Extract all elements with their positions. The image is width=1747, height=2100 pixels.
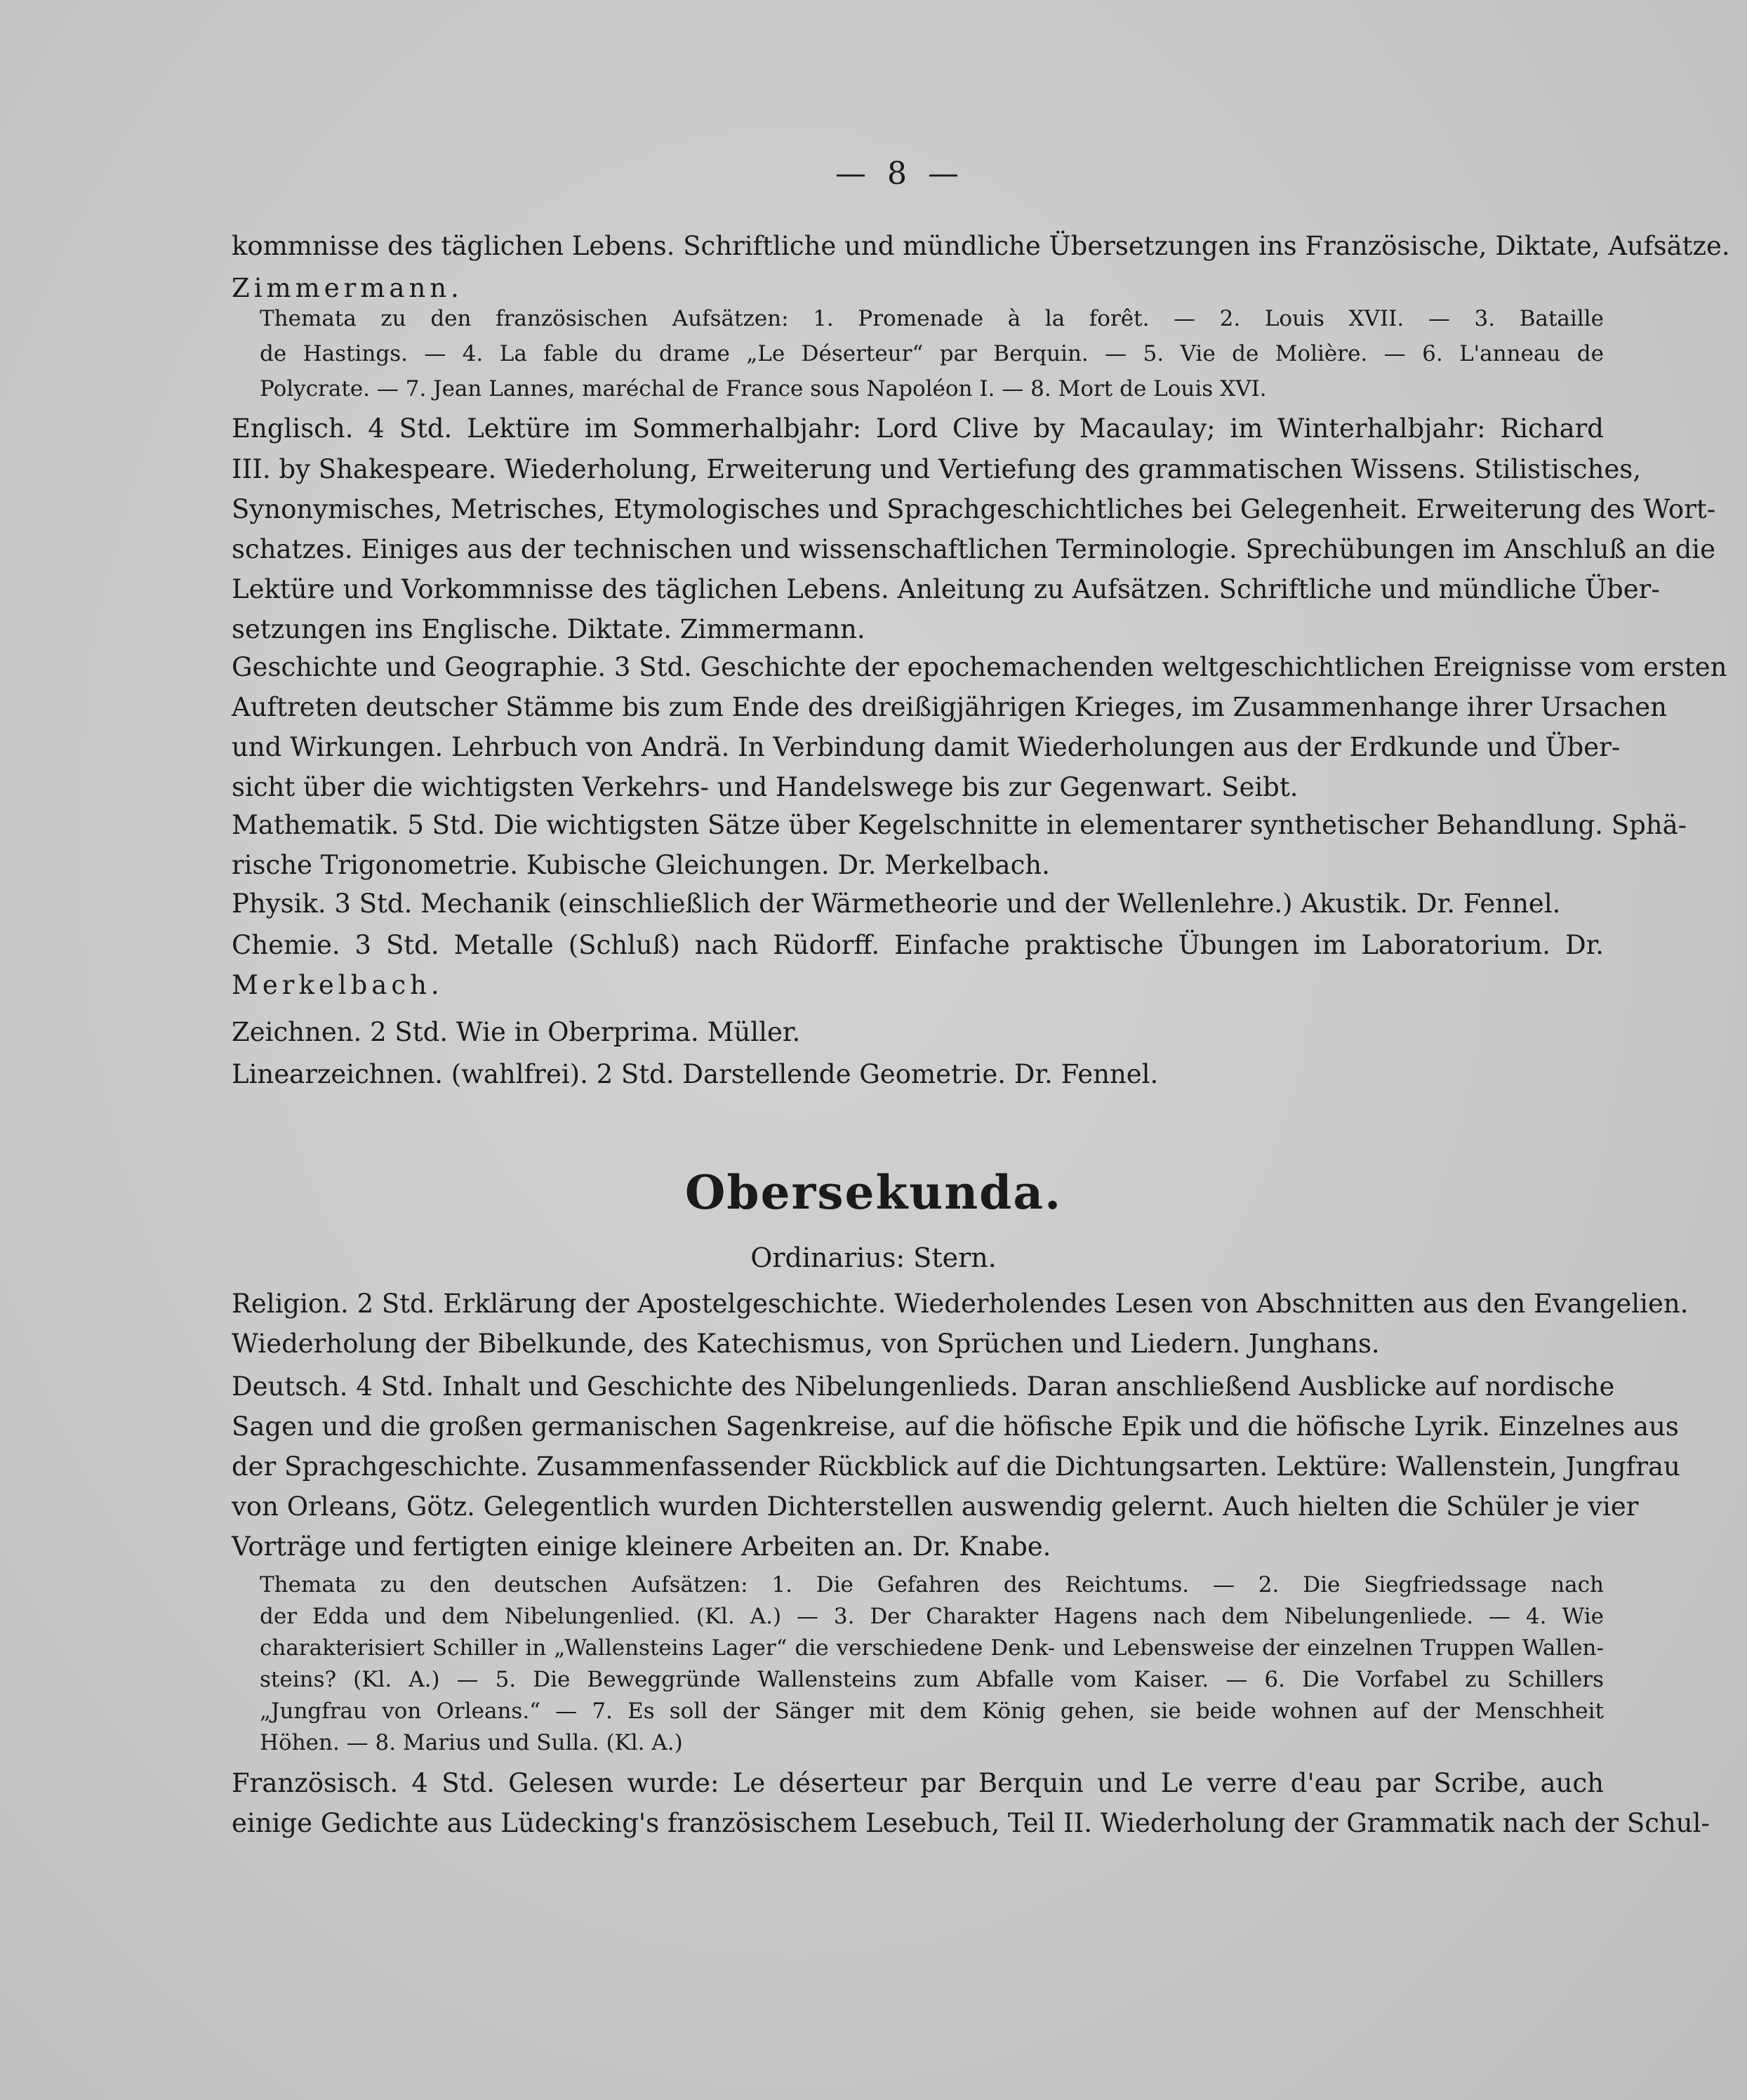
themata-de-line: charakterisiert Schiller in „Wallensteins Lager“ die verschiedene Denk- und Lebensweise der einzelnen Truppen Wallen- xyxy=(260,1635,1604,1661)
deutsch-line: Sagen und die großen germanischen Sagenkreise, auf die höfische Epik und die höfische Lyrik. Einzelnes aus xyxy=(232,1411,1679,1442)
linearzeichnen-line: Linearzeichnen. (wahlfrei). 2 Std. Darstellende Geometrie. Dr. Fennel. xyxy=(232,1059,1159,1089)
mathematik-line: rische Trigonometrie. Kubische Gleichungen. Dr. Merkelbach. xyxy=(232,850,1050,880)
chemie-line: Merkelbach. xyxy=(232,970,444,1000)
themata-fr-line: Polycrate. — 7. Jean Lannes, maréchal de France sous Napoléon I. — 8. Mort de Louis XVI. xyxy=(260,376,1267,401)
geschichte-line: Geschichte und Geographie. 3 Std. Geschichte der epochemachenden weltgeschichtlichen Ereignisse vom ersten xyxy=(232,652,1727,682)
page-number: — 8 — xyxy=(835,156,964,192)
text-line: Zimmermann. xyxy=(232,273,463,303)
chemie-line: Chemie. 3 Std. Metalle (Schluß) nach Rüdorff. Einfache praktische Übungen im Laboratorium. Dr. xyxy=(232,930,1604,960)
englisch-line: Lektüre und Vorkommnisse des täglichen Lebens. Anleitung zu Aufsätzen. Schriftliche und mündliche Über- xyxy=(232,574,1660,604)
franzoesisch-line: einige Gedichte aus Lüdecking's französischem Lesebuch, Teil II. Wiederholung der Grammatik nach der Schul- xyxy=(232,1808,1710,1838)
deutsch-line: Vorträge und fertigten einige kleinere Arbeiten an. Dr. Knabe. xyxy=(232,1531,1051,1562)
deutsch-line: von Orleans, Götz. Gelegentlich wurden Dichterstellen auswendig gelernt. Auch hielten die Schüler je vier xyxy=(232,1491,1639,1522)
deutsch-line: der Sprachgeschichte. Zusammenfassender Rückblick auf die Dichtungsarten. Lektüre: Wallenstein, Jungfrau xyxy=(232,1451,1680,1482)
physik-line: Physik. 3 Std. Mechanik (einschließlich der Wärmetheorie und der Wellenlehre.) Akustik. Dr. Fennel. xyxy=(232,889,1561,919)
englisch-line: Englisch. 4 Std. Lektüre im Sommerhalbjahr: Lord Clive by Macaulay; im Winterhalbjahr: Richard xyxy=(232,413,1604,444)
religion-line: Wiederholung der Bibelkunde, des Katechismus, von Sprüchen und Liedern. Junghans. xyxy=(232,1329,1380,1359)
themata-de-line: „Jungfrau von Orleans.“ — 7. Es soll der Sänger mit dem König gehen, sie beide wohnen auf der Menschheit xyxy=(260,1699,1604,1724)
themata-fr-line: Themata zu den französischen Aufsätzen: 1. Promenade à la forêt. — 2. Louis XVII. — 3. Bataille xyxy=(260,306,1604,331)
themata-de-line: steins? (Kl. A.) — 5. Die Beweggründe Wallensteins zum Abfalle vom Kaiser. — 6. Die Vorfabel zu Schillers xyxy=(260,1667,1604,1692)
geschichte-line: und Wirkungen. Lehrbuch von Andrä. In Verbindung damit Wiederholungen aus der Erdkunde und Über- xyxy=(232,732,1621,762)
themata-fr-line: de Hastings. — 4. La fable du drame „Le Déserteur“ par Berquin. — 5. Vie de Molière. — 6. L'anneau de xyxy=(260,341,1604,366)
religion-line: Religion. 2 Std. Erklärung der Apostelgeschichte. Wiederholendes Lesen von Abschnitten aus den Evangelien. xyxy=(232,1289,1689,1319)
mathematik-line: Mathematik. 5 Std. Die wichtigsten Sätze über Kegelschnitte in elementarer synthetischer Behandlung. Sphä- xyxy=(232,810,1687,840)
zeichnen-line: Zeichnen. 2 Std. Wie in Oberprima. Müller. xyxy=(232,1017,801,1047)
englisch-line: schatzes. Einiges aus der technischen und wissenschaftlichen Terminologie. Sprechübungen im Anschluß an die xyxy=(232,534,1716,564)
themata-de-line: der Edda und dem Nibelungenlied. (Kl. A.) — 3. Der Charakter Hagens nach dem Nibelungenliede. — 4. Wie xyxy=(260,1604,1604,1629)
englisch-line: III. by Shakespeare. Wiederholung, Erweiterung und Vertiefung des grammatischen Wissens. Stilistisches, xyxy=(232,454,1641,484)
englisch-line: Synonymisches, Metrisches, Etymologisches und Sprachgeschichtliches bei Gelegenheit. Erweiterung des Wort- xyxy=(232,494,1716,524)
text-line: kommnisse des täglichen Lebens. Schriftliche und mündliche Übersetzungen ins Französische, Diktate, Aufsätze. xyxy=(232,231,1730,261)
themata-de-line: Themata zu den deutschen Aufsätzen: 1. Die Gefahren des Reichtums. — 2. Die Siegfriedssage nach xyxy=(260,1572,1604,1597)
deutsch-line: Deutsch. 4 Std. Inhalt und Geschichte des Nibelungenlieds. Daran anschließend Ausblicke auf nordische xyxy=(232,1371,1615,1402)
section-heading: Obersekunda. xyxy=(684,1165,1063,1220)
geschichte-line: sicht über die wichtigsten Verkehrs- und Handelswege bis zur Gegenwart. Seibt. xyxy=(232,772,1298,802)
geschichte-line: Auftreten deutscher Stämme bis zum Ende des dreißigjährigen Krieges, im Zusammenhange ihrer Ursachen xyxy=(232,692,1667,722)
themata-de-line: Höhen. — 8. Marius und Sulla. (Kl. A.) xyxy=(260,1730,683,1755)
franzoesisch-line: Französisch. 4 Std. Gelesen wurde: Le déserteur par Berquin und Le verre d'eau par Scribe, auch xyxy=(232,1768,1604,1798)
ordinarius: Ordinarius: Stern. xyxy=(750,1242,997,1273)
englisch-line: setzungen ins Englische. Diktate. Zimmermann. xyxy=(232,614,865,644)
